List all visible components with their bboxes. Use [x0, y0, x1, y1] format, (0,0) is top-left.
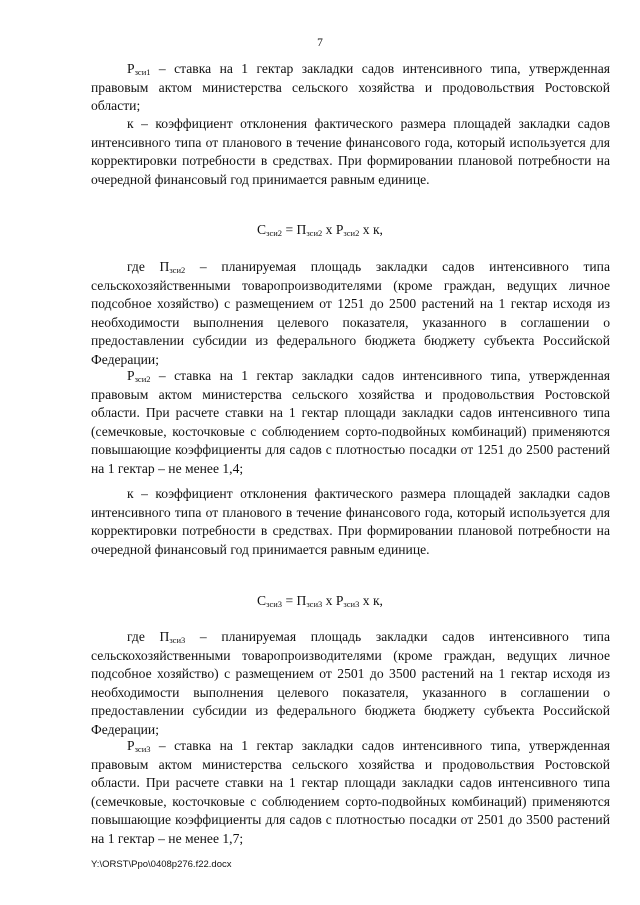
paragraph-rate-3: $Р_{зси3}$ – ставка на 1 гектар закладки садов интенсивного типа, утвержденная правовым актом министерства сельского хозяйства и продовольствия Ростовской области. При расчете ставки на 1 гектар площади закладки садов интенсивного типа (семечковые, косточковые с соблюдением сорто-подвойных комбинаций) применяются повышающие коэффициенты для садов с плотностью посадки от 2501 до 3500 растений на 1 гектар – не менее 1,7; [91, 738, 610, 846]
formula-2: $С_{зси2} = П_{зси2}$ х $Р_{зси2}$ х к, [257, 222, 383, 238]
formula-3: $С_{зси3} = П_{зси3}$ х $Р_{зси3}$ х к, [257, 593, 383, 609]
paragraph-area-2: где $П_{зси2}$ – планируемая площадь закладки садов интенсивного типа сельскохозяйственными товаропроизводителями (кроме граждан, ведущих личное подсобное хозяйство) с размещением от 1251 до 2500 растений на 1 гектар исходя из необходимости выполнения целевого показателя, указанного в соглашении о предоставлении субсидии из федерального бюджета бюджету субъекта Российской Федерации; [91, 259, 610, 367]
page-number: 7 [317, 37, 323, 49]
file-path-footer: Y:\ORST\Ppo\0408p276.f22.docx [91, 859, 232, 870]
paragraph-text: – планируемая площадь закладки садов интенсивного типа сельскохозяйственными товаропроизводителями (кроме граждан, ведущих личное подсобное хозяйство) с размещением от 2501 до 3500 растений на 1 гектар исходя из необходимости выполнения целевого показателя, указанного в соглашении о предоставлении субсидии из федерального бюджета бюджету субъекта Российской Федерации; [91, 629, 610, 737]
paragraph-coefficient-2 [91, 485, 610, 559]
paragraph-text: – ставка на 1 гектар закладки садов интенсивного типа, утвержденная правовым актом министерства сельского хозяйства и продовольствия Ростовской области. При расчете ставки на 1 гектар площади закладки садов интенсивного типа (семечковые, косточковые с соблюдением сорто-подвойных комбинаций) применяются повышающие коэффициенты для садов с плотностью посадки от 1251 до 2500 растений на 1 гектар – не менее 1,4; [91, 368, 610, 476]
paragraph-coefficient-1 [91, 115, 610, 189]
paragraph-text: – ставка на 1 гектар закладки садов интенсивного типа, утвержденная правовым актом министерства сельского хозяйства и продовольствия Ростовской области. При расчете ставки на 1 гектар площади закладки садов интенсивного типа (семечковые, косточковые с соблюдением сорто-подвойных комбинаций) применяются повышающие коэффициенты для садов с плотностью посадки от 2501 до 3500 растений на 1 гектар – не менее 1,7; [91, 738, 610, 846]
symbol: Р [127, 61, 135, 76]
paragraph-text: к – коэффициент отклонения фактического размера площадей закладки садов интенсивного типа от планового в течение финансового года, который используется для корректировки потребности в средствах. При формировании плановой потребности на очередной финансовый год принимается равным единице. [91, 486, 610, 557]
paragraph-area-3: где $П_{зси3}$ – планируемая площадь закладки садов интенсивного типа сельскохозяйственными товаропроизводителями (кроме граждан, ведущих личное подсобное хозяйство) с размещением от 2501 до 3500 растений на 1 гектар исходя из необходимости выполнения целевого показателя, указанного в соглашении о предоставлении субсидии из федерального бюджета бюджету субъекта Российской Федерации; [91, 629, 610, 737]
paragraph-text: к – коэффициент отклонения фактического размера площадей закладки садов интенсивного типа от планового в течение финансового года, который используется для корректировки потребности в средствах. При формировании плановой потребности на очередной финансовый год принимается равным единице. [91, 116, 610, 187]
symbol-subscript: зси1 [134, 67, 151, 77]
paragraph-text: – ставка на 1 гектар закладки садов интенсивного типа, утвержденная правовым актом министерства сельского хозяйства и продовольствия Ростовской области; [91, 61, 610, 114]
paragraph-text: – планируемая площадь закладки садов интенсивного типа сельскохозяйственными товаропроизводителями (кроме граждан, ведущих личное подсобное хозяйство) с размещением от 1251 до 2500 растений на 1 гектар исходя из необходимости выполнения целевого показателя, указанного в соглашении о предоставлении субсидии из федерального бюджета бюджету субъекта Российской Федерации; [91, 259, 610, 367]
paragraph-rate-1 [91, 60, 610, 116]
paragraph-rate-2: $Р_{зси2}$ – ставка на 1 гектар закладки садов интенсивного типа, утвержденная правовым актом министерства сельского хозяйства и продовольствия Ростовской области. При расчете ставки на 1 гектар площади закладки садов интенсивного типа (семечковые, косточковые с соблюдением сорто-подвойных комбинаций) применяются повышающие коэффициенты для садов с плотностью посадки от 1251 до 2500 растений на 1 гектар – не менее 1,4; [91, 368, 610, 476]
